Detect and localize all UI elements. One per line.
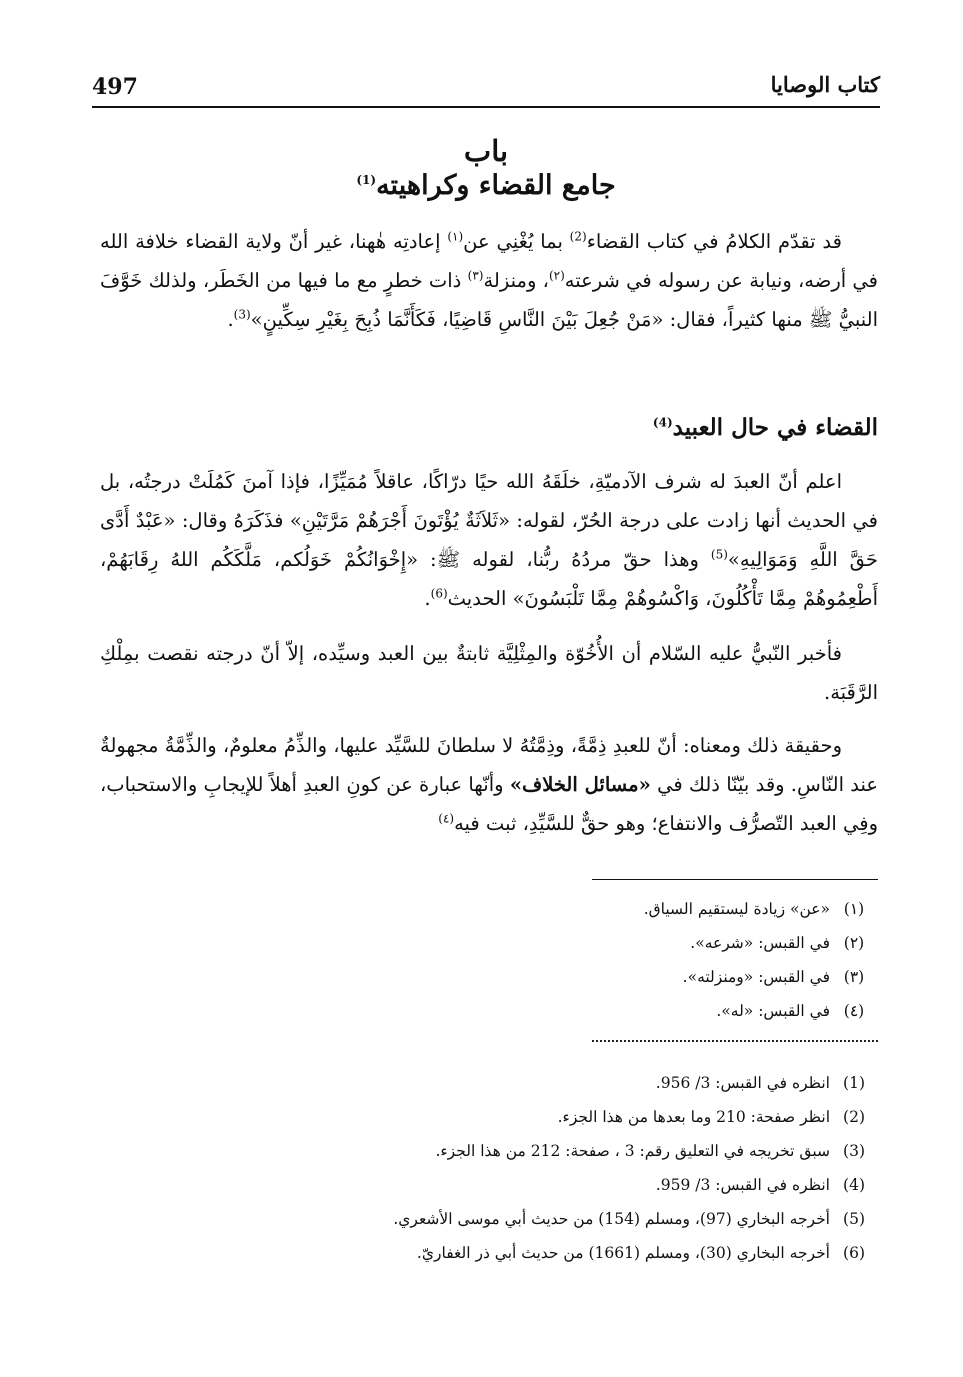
variant-ref: (٣) bbox=[467, 268, 484, 283]
footnote-text: انظره في القبس: 3/ 959. bbox=[655, 1176, 830, 1194]
footnote-ref: (5) bbox=[710, 547, 728, 562]
footnote-number: (6) bbox=[843, 1244, 865, 1262]
text-run: اعلم أنّ العبدَ له شرف الآدميّةِ، خلَقَهُ الله حيًا درّاكًا، عاقلاً مُمَيِّزًا، فإذا آمنَ كَمُلَتْ درجتُه، بل في الحديث أنها زادت على درجة الحُرّ، لقوله: «ثَلاَثَةٌ يُؤْتَونَ أَجْرَهُمْ مَرَّتَيْنِ» فذَكَرَهُ وقال: «عَبْدٌ أَدَّى حَقَّ اللَّهِ وَمَوَالِيهِ» bbox=[100, 470, 878, 571]
dotted-separator bbox=[592, 1040, 878, 1050]
note-number: (٢) bbox=[843, 934, 865, 952]
footnote-text: أخرجه البخاري (30)، ومسلم (1661) من حديث أبي ذر الغفاريّ. bbox=[416, 1244, 830, 1262]
footnote bbox=[100, 1134, 878, 1168]
variant-note bbox=[100, 926, 878, 960]
note-number: (٤) bbox=[843, 1002, 865, 1020]
footnote-text: سبق تخريجه في التعليق رقم: 3 ، صفحة: 212 من هذا الجزء. bbox=[435, 1142, 830, 1160]
footnote-ref: (3) bbox=[233, 307, 251, 322]
footnote bbox=[100, 1168, 878, 1202]
page-number: 497 bbox=[92, 74, 138, 100]
variant-note bbox=[100, 960, 878, 994]
footnote-text: انظره في القبس: 3/ 956. bbox=[655, 1074, 830, 1092]
footnote-separator bbox=[592, 879, 878, 880]
text-run: وأنّها عبارة عن كونِ العبدِ أهلاً للإيجابِ والاستحباب، وفِي العبد التّصرُّف والانتفاع؛ وهو حقٌّ للسَّيِّدِ، ثبت فيه bbox=[100, 773, 878, 835]
text-run: وحقيقة ذلك ومعناه: أنّ للعبدِ ذِمَّةً، وذِمَّتُهُ لا سلطانَ للسَّيِّد عليها، والذِّمُ معلومٌ، والذِّمَّةُ مجهولةٌ عند النّاسِ. وقد بيّنّا ذلك في bbox=[100, 734, 879, 796]
footnote-ref: (1) bbox=[356, 173, 377, 187]
note-text: في القبس: «له». bbox=[716, 1002, 830, 1020]
note-text: في القبس: «شرعه». bbox=[690, 934, 830, 952]
footnote-ref: (4) bbox=[652, 415, 673, 430]
text-run: بما يُغْنِي عن bbox=[463, 230, 570, 253]
text-run: . bbox=[424, 587, 431, 610]
footnote-number: (1) bbox=[843, 1074, 865, 1092]
text-run: ، ومنزلة bbox=[483, 269, 549, 292]
variant-notes bbox=[100, 892, 878, 1028]
footnote-number: (2) bbox=[843, 1108, 865, 1126]
text-run: . bbox=[227, 308, 234, 331]
footnote bbox=[100, 1066, 878, 1100]
footnote-ref: (2) bbox=[569, 229, 587, 244]
note-text: «عن» زيادة ليستقيم السياق. bbox=[643, 900, 830, 918]
book-reference: «مسائل الخلاف» bbox=[509, 773, 651, 796]
footnote-text: أخرجه البخاري (97)، ومسلم (154) من حديث أبي موسى الأشعري. bbox=[393, 1210, 830, 1228]
variant-ref: (١) bbox=[447, 229, 464, 244]
variant-note bbox=[100, 994, 878, 1028]
running-header bbox=[92, 72, 880, 108]
variant-note bbox=[100, 892, 878, 926]
paragraph-intro bbox=[100, 222, 878, 339]
text-run: إعادتِه هٰهنا، غير أنّ ولاية القضاء خلافة الله في أرضه، ونيابة عن رسوله في شرعته bbox=[100, 230, 878, 292]
variant-ref: (٤) bbox=[438, 811, 455, 826]
note-number: (٣) bbox=[843, 968, 865, 986]
footnote-number: (5) bbox=[843, 1210, 865, 1228]
footnote-number: (3) bbox=[843, 1142, 865, 1160]
paragraph-slaves bbox=[100, 462, 878, 618]
footnote-ref: (6) bbox=[430, 586, 448, 601]
paragraph-brotherhood bbox=[100, 634, 878, 712]
footnote bbox=[100, 1100, 878, 1134]
note-number: (١) bbox=[843, 900, 865, 918]
text-run: قد تقدّم الكلامُ في كتاب القضاء bbox=[586, 230, 842, 253]
text-run: ذات خطرٍ مع ما فيها من الخَطَر، ولذلك خَوَّفَ النبيُّ ﷺ منها كثيراً، فقال: «مَنْ جُعِلَ بَيْنَ النَّاسِ قَاضِيًا، فَكَأَنَّمَا ذُبِحَ بِغَيْرِ سِكِّينٍ» bbox=[100, 269, 878, 331]
footnote-number: (4) bbox=[843, 1176, 865, 1194]
book-title: كتاب الوصايا bbox=[770, 72, 880, 97]
chapter-label: باب bbox=[463, 134, 509, 168]
paragraph-dhimma bbox=[100, 726, 878, 843]
footnote bbox=[100, 1202, 878, 1236]
chapter-title-text: جامع القضاء وكراهيته bbox=[376, 170, 616, 201]
footnote bbox=[100, 1236, 878, 1270]
footnote-text: انظر صفحة: 210 وما بعدها من هذا الجزء. bbox=[557, 1108, 830, 1126]
note-text: في القبس: «ومنزلته». bbox=[682, 968, 830, 986]
footnotes bbox=[100, 1066, 878, 1270]
subheading bbox=[100, 414, 878, 441]
variant-ref: (٢) bbox=[548, 268, 565, 283]
subheading-text: القضاء في حال العبيد bbox=[672, 414, 878, 441]
chapter-title bbox=[92, 170, 880, 201]
text-run: وهذا حقّ مردُهُ ربُّنا، لقوله ﷺ: «إِخْوَانُكُمْ خَوَلُكم، مَلَّكَكُم اللهُ رِقَابَهُمْ، أَطْعِمُوهُمْ مِمَّا تَأْكُلُونَ، وَاكْسُوهُمْ مِمَّا تَلْبَسُونَ» الحديث bbox=[100, 548, 878, 610]
text-run: فأخبر النّبيُّ عليه السّلام أن الأُخُوّة والمِثْلِيَّة ثابتةٌ بين العبد وسيِّده، إلاّ أنّ درجته نقصت بمِلْكِ الرَّقَبَة. bbox=[100, 642, 878, 704]
